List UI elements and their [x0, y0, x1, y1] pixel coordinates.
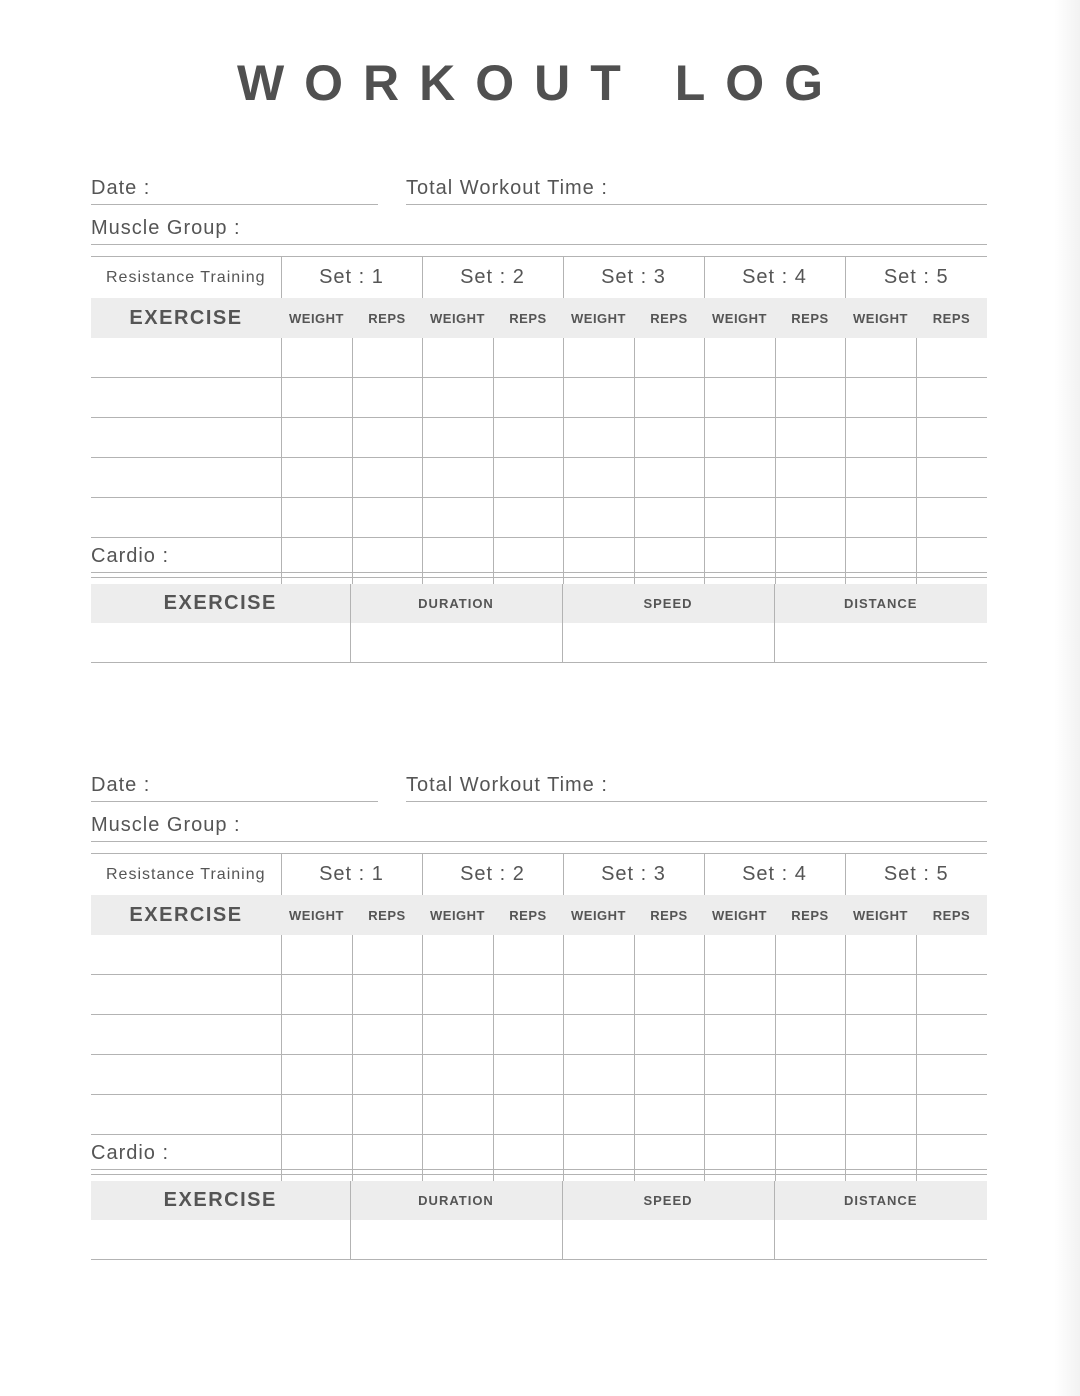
weight-cell-set-5[interactable]: [845, 338, 916, 378]
reps-cell-set-3[interactable]: [634, 418, 704, 458]
cardio-row: [91, 623, 987, 663]
reps-cell-set-1[interactable]: [352, 378, 422, 418]
cardio-header-row: [91, 1181, 987, 1220]
weight-cell-set-1[interactable]: [281, 1055, 352, 1095]
weight-cell-set-2[interactable]: [422, 1055, 493, 1095]
weight-cell-set-5[interactable]: [845, 935, 916, 975]
weight-cell-set-1[interactable]: [281, 418, 352, 458]
weight-cell-set-4[interactable]: [704, 378, 775, 418]
total-workout-time-label: Total Workout Time :: [406, 177, 608, 199]
muscle-group-input-line[interactable]: [91, 244, 987, 245]
exercise-row: [91, 378, 987, 418]
reps-cell-set-2[interactable]: [493, 975, 563, 1015]
weight-header-set-1: WEIGHT: [281, 895, 352, 935]
weight-cell-set-3[interactable]: [563, 338, 634, 378]
reps-cell-set-3[interactable]: [634, 338, 704, 378]
weight-header-set-1: WEIGHT: [281, 298, 352, 338]
set-header-row: [91, 854, 987, 896]
set-2-header: Set : 2: [422, 854, 563, 896]
reps-cell-set-4[interactable]: [775, 498, 845, 538]
muscle-group-input-line[interactable]: [91, 841, 987, 842]
set-4-header: Set : 4: [704, 854, 845, 896]
cardio-speed-header: SPEED: [562, 584, 774, 623]
reps-header-set-5: REPS: [916, 895, 987, 935]
weight-cell-set-1[interactable]: [281, 975, 352, 1015]
cardio-exercise-header: EXERCISE: [91, 1181, 350, 1220]
resistance-training-label: Resistance Training: [91, 257, 281, 299]
weight-header-set-3: WEIGHT: [563, 895, 634, 935]
exercise-row: [91, 1055, 987, 1095]
reps-header-set-3: REPS: [634, 298, 704, 338]
exercise-name-cell[interactable]: [91, 975, 281, 1015]
cardio-speed-header: SPEED: [562, 1181, 774, 1220]
weight-cell-set-1[interactable]: [281, 935, 352, 975]
weight-cell-set-5[interactable]: [845, 418, 916, 458]
reps-cell-set-5[interactable]: [916, 1055, 987, 1095]
reps-cell-set-2[interactable]: [493, 418, 563, 458]
exercise-row: [91, 418, 987, 458]
cardio-duration-cell[interactable]: [350, 623, 562, 663]
weight-cell-set-4[interactable]: [704, 1015, 775, 1055]
weight-cell-set-5[interactable]: [845, 458, 916, 498]
weight-cell-set-2[interactable]: [422, 338, 493, 378]
cardio-duration-cell[interactable]: [350, 1220, 562, 1260]
weight-cell-set-3[interactable]: [563, 1015, 634, 1055]
weight-cell-set-4[interactable]: [704, 498, 775, 538]
reps-cell-set-1[interactable]: [352, 1095, 422, 1135]
reps-cell-set-5[interactable]: [916, 935, 987, 975]
muscle-group-label: Muscle Group :: [91, 217, 241, 239]
set-3-header: Set : 3: [563, 854, 704, 896]
reps-header-set-4: REPS: [775, 895, 845, 935]
exercise-row: [91, 458, 987, 498]
resistance-training-label: Resistance Training: [91, 854, 281, 896]
reps-cell-set-3[interactable]: [634, 975, 704, 1015]
cardio-header-row: [91, 584, 987, 623]
reps-cell-set-3[interactable]: [634, 1015, 704, 1055]
reps-cell-set-4[interactable]: [775, 458, 845, 498]
weight-cell-set-4[interactable]: [704, 1055, 775, 1095]
reps-cell-set-5[interactable]: [916, 1015, 987, 1055]
weight-header-set-5: WEIGHT: [845, 895, 916, 935]
cardio-label: Cardio :: [91, 545, 170, 567]
weight-cell-set-3[interactable]: [563, 1095, 634, 1135]
weight-cell-set-1[interactable]: [281, 498, 352, 538]
set-4-header: Set : 4: [704, 257, 845, 299]
weight-cell-set-5[interactable]: [845, 498, 916, 538]
cardio-table: [91, 584, 987, 663]
weight-cell-set-4[interactable]: [704, 935, 775, 975]
reps-cell-set-2[interactable]: [493, 935, 563, 975]
date-label: Date :: [91, 774, 151, 796]
weight-cell-set-2[interactable]: [422, 418, 493, 458]
exercise-row: [91, 498, 987, 538]
reps-cell-set-2[interactable]: [493, 1015, 563, 1055]
exercise-name-cell[interactable]: [91, 1055, 281, 1095]
reps-cell-set-5[interactable]: [916, 498, 987, 538]
reps-header-set-3: REPS: [634, 895, 704, 935]
reps-header-set-2: REPS: [493, 895, 563, 935]
exercise-header: EXERCISE: [91, 298, 281, 338]
weight-header-set-3: WEIGHT: [563, 298, 634, 338]
exercise-name-cell[interactable]: [91, 935, 281, 975]
reps-cell-set-5[interactable]: [916, 975, 987, 1015]
resistance-training-table: [91, 853, 987, 1215]
weight-cell-set-5[interactable]: [845, 378, 916, 418]
weight-header-set-2: WEIGHT: [422, 298, 493, 338]
reps-cell-set-4[interactable]: [775, 378, 845, 418]
weight-cell-set-5[interactable]: [845, 1055, 916, 1095]
weight-cell-set-4[interactable]: [704, 338, 775, 378]
cardio-input-line[interactable]: [91, 1169, 987, 1170]
weight-cell-set-5[interactable]: [845, 975, 916, 1015]
reps-cell-set-4[interactable]: [775, 338, 845, 378]
weight-cell-set-2[interactable]: [422, 378, 493, 418]
column-header-row: [91, 895, 987, 935]
reps-cell-set-5[interactable]: [916, 338, 987, 378]
weight-cell-set-5[interactable]: [845, 1095, 916, 1135]
date-label: Date :: [91, 177, 151, 199]
reps-cell-set-1[interactable]: [352, 418, 422, 458]
weight-cell-set-4[interactable]: [704, 1095, 775, 1135]
set-1-header: Set : 1: [281, 257, 422, 299]
page-edge-shadow: [1054, 0, 1080, 1396]
reps-cell-set-4[interactable]: [775, 935, 845, 975]
weight-cell-set-3[interactable]: [563, 458, 634, 498]
reps-cell-set-1[interactable]: [352, 498, 422, 538]
cardio-distance-header: DISTANCE: [774, 584, 987, 623]
reps-cell-set-3[interactable]: [634, 378, 704, 418]
weight-cell-set-2[interactable]: [422, 458, 493, 498]
workout-entry-section-1: [91, 176, 987, 772]
exercise-header: EXERCISE: [91, 895, 281, 935]
cardio-exercise-cell[interactable]: [91, 623, 350, 663]
exercise-name-cell[interactable]: [91, 498, 281, 538]
reps-header-set-1: REPS: [352, 895, 422, 935]
exercise-name-cell[interactable]: [91, 1095, 281, 1135]
reps-cell-set-2[interactable]: [493, 458, 563, 498]
reps-cell-set-1[interactable]: [352, 935, 422, 975]
exercise-row: [91, 935, 987, 975]
reps-cell-set-5[interactable]: [916, 1095, 987, 1135]
weight-cell-set-3[interactable]: [563, 935, 634, 975]
reps-cell-set-3[interactable]: [634, 498, 704, 538]
set-2-header: Set : 2: [422, 257, 563, 299]
weight-cell-set-3[interactable]: [563, 378, 634, 418]
weight-header-set-5: WEIGHT: [845, 298, 916, 338]
muscle-group-label: Muscle Group :: [91, 814, 241, 836]
weight-cell-set-1[interactable]: [281, 1095, 352, 1135]
weight-cell-set-2[interactable]: [422, 1095, 493, 1135]
cardio-speed-cell[interactable]: [562, 1220, 774, 1260]
column-header-row: [91, 298, 987, 338]
reps-cell-set-3[interactable]: [634, 458, 704, 498]
reps-cell-set-2[interactable]: [493, 378, 563, 418]
reps-cell-set-5[interactable]: [916, 378, 987, 418]
cardio-input-line[interactable]: [91, 572, 987, 573]
weight-cell-set-4[interactable]: [704, 975, 775, 1015]
reps-cell-set-4[interactable]: [775, 418, 845, 458]
reps-header-set-5: REPS: [916, 298, 987, 338]
date-input-line[interactable]: [91, 801, 378, 802]
reps-cell-set-2[interactable]: [493, 1055, 563, 1095]
exercise-row: [91, 338, 987, 378]
total-workout-time-input-line[interactable]: [406, 204, 987, 205]
reps-cell-set-1[interactable]: [352, 458, 422, 498]
cardio-duration-header: DURATION: [350, 584, 562, 623]
weight-cell-set-1[interactable]: [281, 458, 352, 498]
reps-cell-set-4[interactable]: [775, 1015, 845, 1055]
cardio-duration-header: DURATION: [350, 1181, 562, 1220]
reps-cell-set-4[interactable]: [775, 975, 845, 1015]
weight-cell-set-3[interactable]: [563, 498, 634, 538]
exercise-name-cell[interactable]: [91, 1015, 281, 1055]
date-input-line[interactable]: [91, 204, 378, 205]
exercise-name-cell[interactable]: [91, 418, 281, 458]
exercise-name-cell[interactable]: [91, 378, 281, 418]
reps-cell-set-1[interactable]: [352, 1055, 422, 1095]
reps-cell-set-1[interactable]: [352, 338, 422, 378]
reps-cell-set-1[interactable]: [352, 1015, 422, 1055]
weight-cell-set-2[interactable]: [422, 975, 493, 1015]
cardio-exercise-header: EXERCISE: [91, 584, 350, 623]
reps-cell-set-4[interactable]: [775, 1055, 845, 1095]
weight-cell-set-4[interactable]: [704, 458, 775, 498]
cardio-row: [91, 1220, 987, 1260]
page-title: WORKOUT LOG: [236, 55, 844, 111]
weight-header-set-4: WEIGHT: [704, 298, 775, 338]
reps-header-set-2: REPS: [493, 298, 563, 338]
reps-cell-set-2[interactable]: [493, 1095, 563, 1135]
reps-cell-set-4[interactable]: [775, 1095, 845, 1135]
weight-cell-set-2[interactable]: [422, 498, 493, 538]
set-1-header: Set : 1: [281, 854, 422, 896]
resistance-training-table: [91, 256, 987, 618]
exercise-row: [91, 1095, 987, 1135]
weight-cell-set-5[interactable]: [845, 1015, 916, 1055]
reps-cell-set-3[interactable]: [634, 1055, 704, 1095]
set-5-header: Set : 5: [845, 854, 987, 896]
weight-cell-set-3[interactable]: [563, 1055, 634, 1095]
cardio-table: [91, 1181, 987, 1260]
weight-cell-set-2[interactable]: [422, 1015, 493, 1055]
reps-cell-set-5[interactable]: [916, 458, 987, 498]
weight-cell-set-1[interactable]: [281, 1015, 352, 1055]
weight-cell-set-1[interactable]: [281, 378, 352, 418]
reps-header-set-1: REPS: [352, 298, 422, 338]
weight-header-set-2: WEIGHT: [422, 895, 493, 935]
cardio-exercise-cell[interactable]: [91, 1220, 350, 1260]
weight-cell-set-3[interactable]: [563, 418, 634, 458]
weight-cell-set-1[interactable]: [281, 338, 352, 378]
set-header-row: [91, 257, 987, 299]
reps-cell-set-5[interactable]: [916, 418, 987, 458]
cardio-distance-cell[interactable]: [774, 1220, 987, 1260]
cardio-label: Cardio :: [91, 1142, 170, 1164]
cardio-speed-cell[interactable]: [562, 623, 774, 663]
cardio-distance-header: DISTANCE: [774, 1181, 987, 1220]
weight-cell-set-4[interactable]: [704, 418, 775, 458]
workout-entry-section-2: [91, 773, 987, 1369]
weight-header-set-4: WEIGHT: [704, 895, 775, 935]
total-workout-time-label: Total Workout Time :: [406, 774, 608, 796]
reps-cell-set-1[interactable]: [352, 975, 422, 1015]
reps-header-set-4: REPS: [775, 298, 845, 338]
reps-cell-set-2[interactable]: [493, 338, 563, 378]
exercise-name-cell[interactable]: [91, 338, 281, 378]
cardio-distance-cell[interactable]: [774, 623, 987, 663]
weight-cell-set-2[interactable]: [422, 935, 493, 975]
total-workout-time-input-line[interactable]: [406, 801, 987, 802]
set-3-header: Set : 3: [563, 257, 704, 299]
weight-cell-set-3[interactable]: [563, 975, 634, 1015]
reps-cell-set-2[interactable]: [493, 498, 563, 538]
exercise-row: [91, 1015, 987, 1055]
exercise-row: [91, 975, 987, 1015]
reps-cell-set-3[interactable]: [634, 935, 704, 975]
exercise-name-cell[interactable]: [91, 458, 281, 498]
set-5-header: Set : 5: [845, 257, 987, 299]
reps-cell-set-3[interactable]: [634, 1095, 704, 1135]
